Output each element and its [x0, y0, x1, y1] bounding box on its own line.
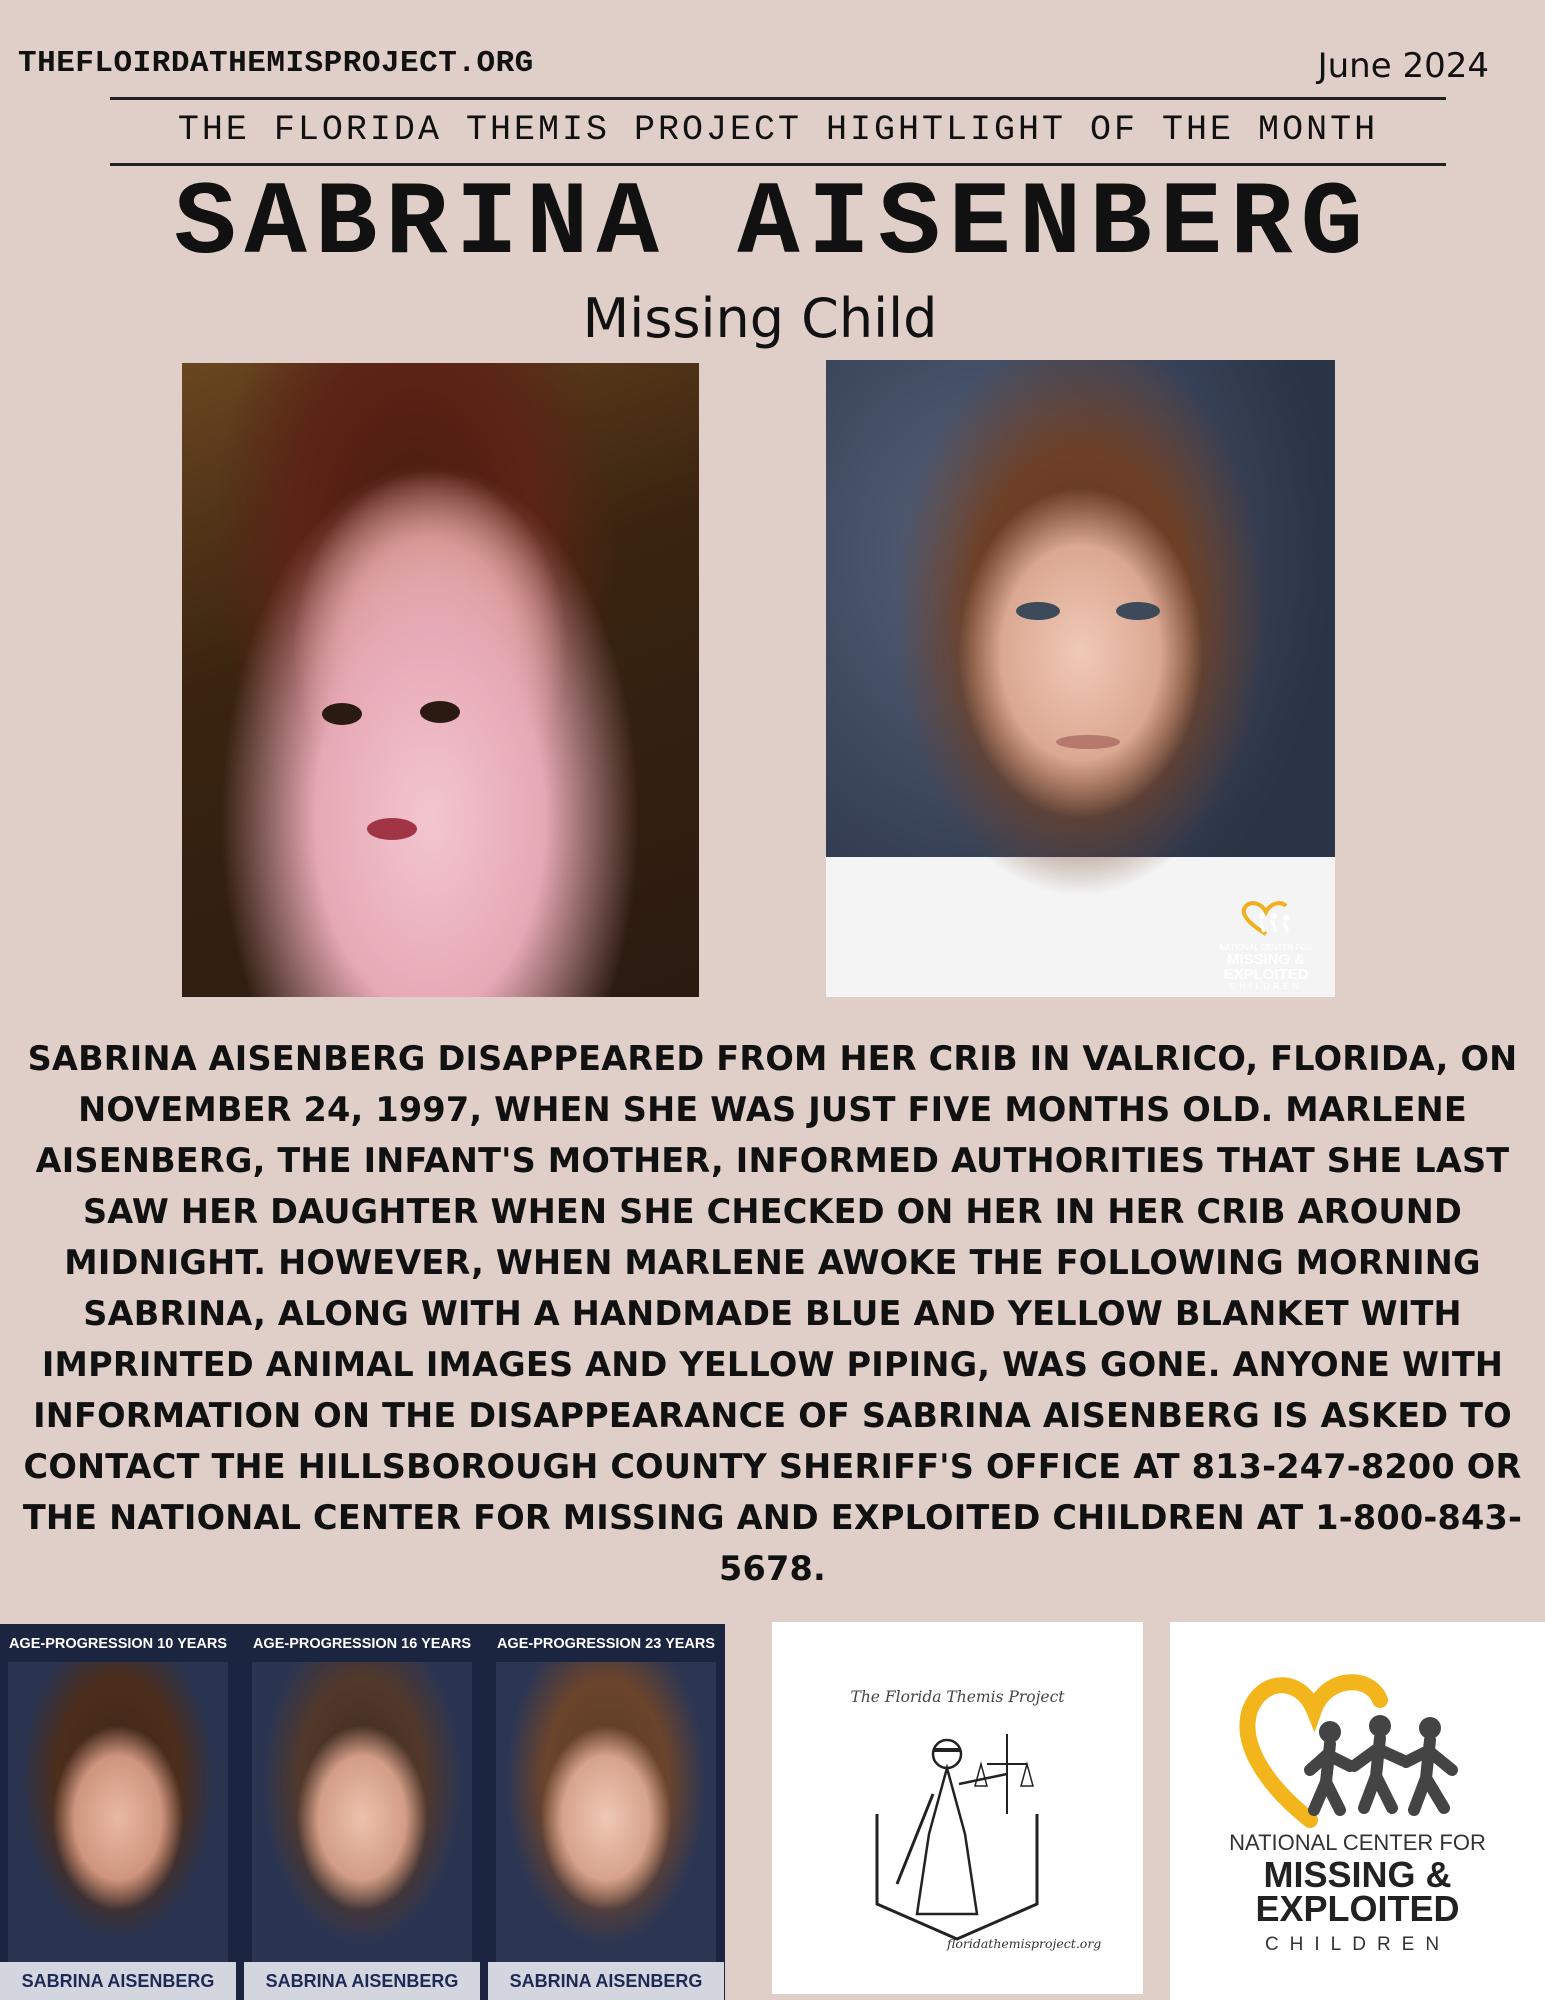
age-progression-panel: [488, 1624, 724, 2000]
age-progression-face: [8, 1662, 228, 1962]
age-progression-label: AGE-PROGRESSION 23 YEARS: [496, 1636, 716, 1652]
ncmec-watermark-logo: [1207, 898, 1325, 991]
adult-eye-left: [1016, 602, 1060, 620]
ncmec-line-1: NATIONAL CENTER FOR: [1229, 1830, 1486, 1855]
heart-children-icon: [1230, 1670, 1480, 1830]
kicker-heading: THE FLORIDA THEMIS PROJECT HIGHTLIGHT OF THE MONTH: [177, 110, 1379, 150]
adult-mouth: [1056, 735, 1120, 749]
age-progression-label: AGE-PROGRESSION 10 YEARS: [8, 1636, 228, 1652]
page-title: SABRINA AISENBERG: [174, 166, 1371, 284]
age-progression-panel: [244, 1624, 480, 2000]
site-url: THEFLOIRDATHEMISPROJECT.ORG: [18, 46, 534, 81]
page-subtitle: Missing Child: [582, 287, 938, 350]
age-progression-face: [252, 1662, 472, 1962]
adult-eye-right: [1116, 602, 1160, 620]
infant-mouth: [367, 818, 417, 840]
lady-justice-icon: [867, 1714, 1047, 1944]
case-description: SABRINA AISENBERG DISAPPEARED FROM HER CRIB IN VALRICO, FLORIDA, ON NOVEMBER 24, 1997, WHEN SHE WAS JUST FIVE MONTHS OLD. MARLENE AISENBERG, THE INFANT'S MOTHER, INFORMED AUTHORITIES THAT SHE LAST SAW HER DAUGHTER WHEN SHE CHECKED ON HER IN HER CRIB AROUND MIDNIGHT. HOWEVER, WHEN MARLENE AWOKE THE FOLLOWING MORNING SABRINA, ALONG WITH A HANDMADE BLUE AND YELLOW BLANKET WITH IMPRINTED ANIMAL IMAGES AND YELLOW PIPING, WAS GONE. ANYONE WITH INFORMATION ON THE DISAPPEARANCE OF SABRINA AISENBERG IS ASKED TO CONTACT THE HILLSBOROUGH COUNTY SHERIFF'S OFFICE AT 813-247-8200 OR THE NATIONAL CENTER FOR MISSING AND EXPLOITED CHILDREN AT 1-800-843-5678.: [22, 1039, 1523, 1588]
age-progression-name: SABRINA AISENBERG: [488, 1962, 724, 2000]
age-progression-label: AGE-PROGRESSION 16 YEARS: [252, 1636, 472, 1652]
age-progression-face: [496, 1662, 716, 1962]
age-progression-strip: [0, 1624, 725, 2000]
infant-eye-right: [420, 701, 460, 723]
age-progressed-photo: [826, 360, 1335, 997]
heart-children-icon: [1236, 898, 1296, 938]
age-progression-panel: [0, 1624, 236, 2000]
themis-project-logo: [772, 1622, 1143, 1994]
watermark-line-4: CHILDREN: [1229, 982, 1303, 991]
infant-eye-left: [322, 703, 362, 725]
watermark-line-3: EXPLOITED: [1223, 966, 1309, 983]
themis-logo-title: The Florida Themis Project: [850, 1688, 1065, 1706]
ncmec-logo: [1170, 1622, 1545, 2000]
ncmec-line-3: EXPLOITED: [1255, 1888, 1460, 1929]
ncmec-line-2-wrap: [1170, 1854, 1545, 1929]
infant-photo: [182, 363, 699, 997]
age-progression-name: SABRINA AISENBERG: [0, 1962, 236, 2000]
top-rule: [110, 97, 1446, 100]
watermark-line-2: MISSING &: [1226, 951, 1306, 968]
themis-logo-url: floridathemisproject.org: [947, 1936, 1102, 1951]
issue-date: June 2024: [1317, 46, 1489, 86]
ncmec-line-4: CHILDREN: [1264, 1934, 1451, 1955]
ncmec-line-2: MISSING &: [1263, 1854, 1452, 1895]
age-progression-name: SABRINA AISENBERG: [244, 1962, 480, 2000]
watermark-line-1: NATIONAL CENTER FOR: [1219, 943, 1313, 952]
